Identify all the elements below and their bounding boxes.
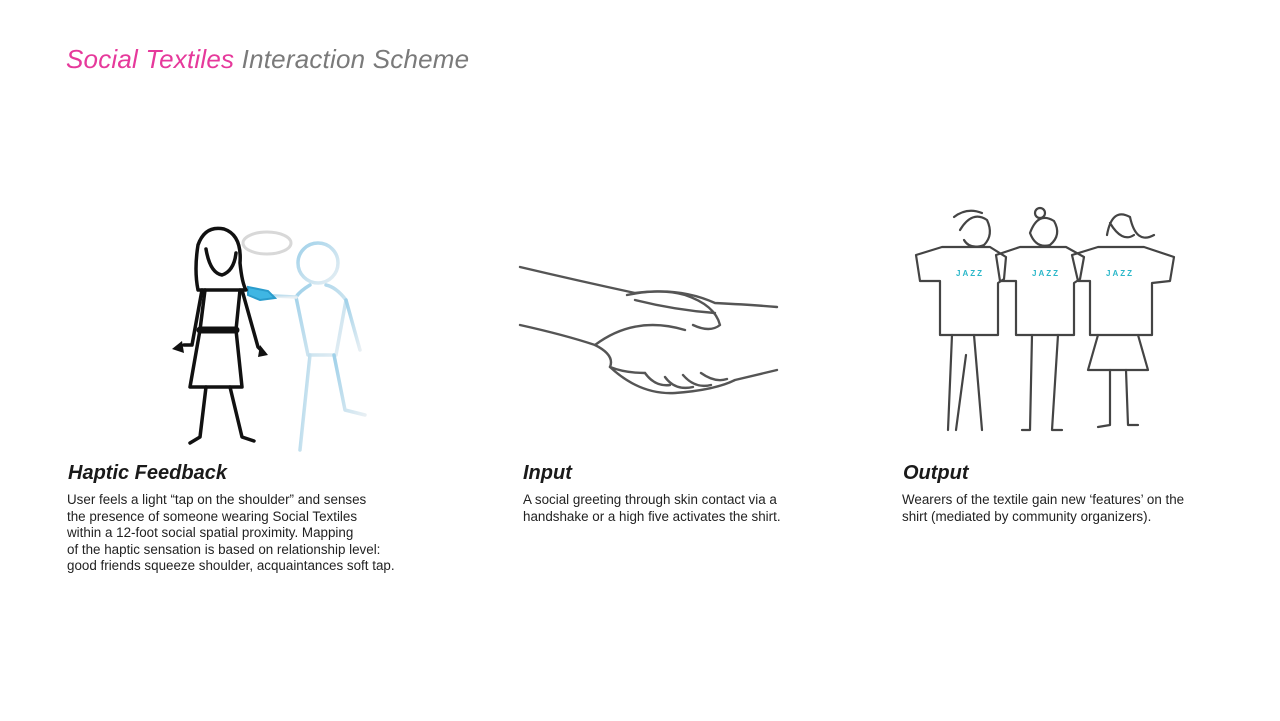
description-line: Wearers of the textile gain new ‘features’ on the [902,492,1185,507]
input-heading: Input [523,462,572,484]
shirt-print-1: JAZZ [956,269,984,278]
title-accent: Social Textiles [66,44,235,74]
input-description [523,492,781,525]
haptic-feedback-illustration [150,215,390,460]
description-line: the presence of someone wearing Social Textiles [67,508,358,524]
description-line: good friends squeeze shoulder, acquaintances soft tap. [67,558,395,573]
description-line: handshake or a high five activates the shirt. [523,508,781,524]
title-rest: Interaction Scheme [241,44,470,74]
output-heading: Output [903,462,969,484]
page-title [66,44,469,75]
description-line: within a 12-foot social spatial proximity. Mapping [67,525,354,540]
handshake-illustration [515,255,785,410]
girl-figure [184,228,264,443]
description-line: A social greeting through skin contact via a [523,492,777,507]
shirt-print-3: JAZZ [1106,269,1134,278]
tapping-figure [250,243,365,450]
shirt-wearers-illustration [912,205,1182,440]
output-description [902,492,1184,525]
speech-bubble-icon [243,232,291,254]
description-line: of the haptic sensation is based on relationship level: [67,541,381,557]
description-line: shirt (mediated by community organizers). [902,508,1152,524]
shirt-print-2: JAZZ [1032,269,1060,278]
haptic-feedback-heading: Haptic Feedback [68,462,227,484]
haptic-feedback-description [67,492,395,575]
hand-highlight-icon [248,287,275,300]
description-line: User feels a light “tap on the shoulder” and senses [67,492,367,507]
